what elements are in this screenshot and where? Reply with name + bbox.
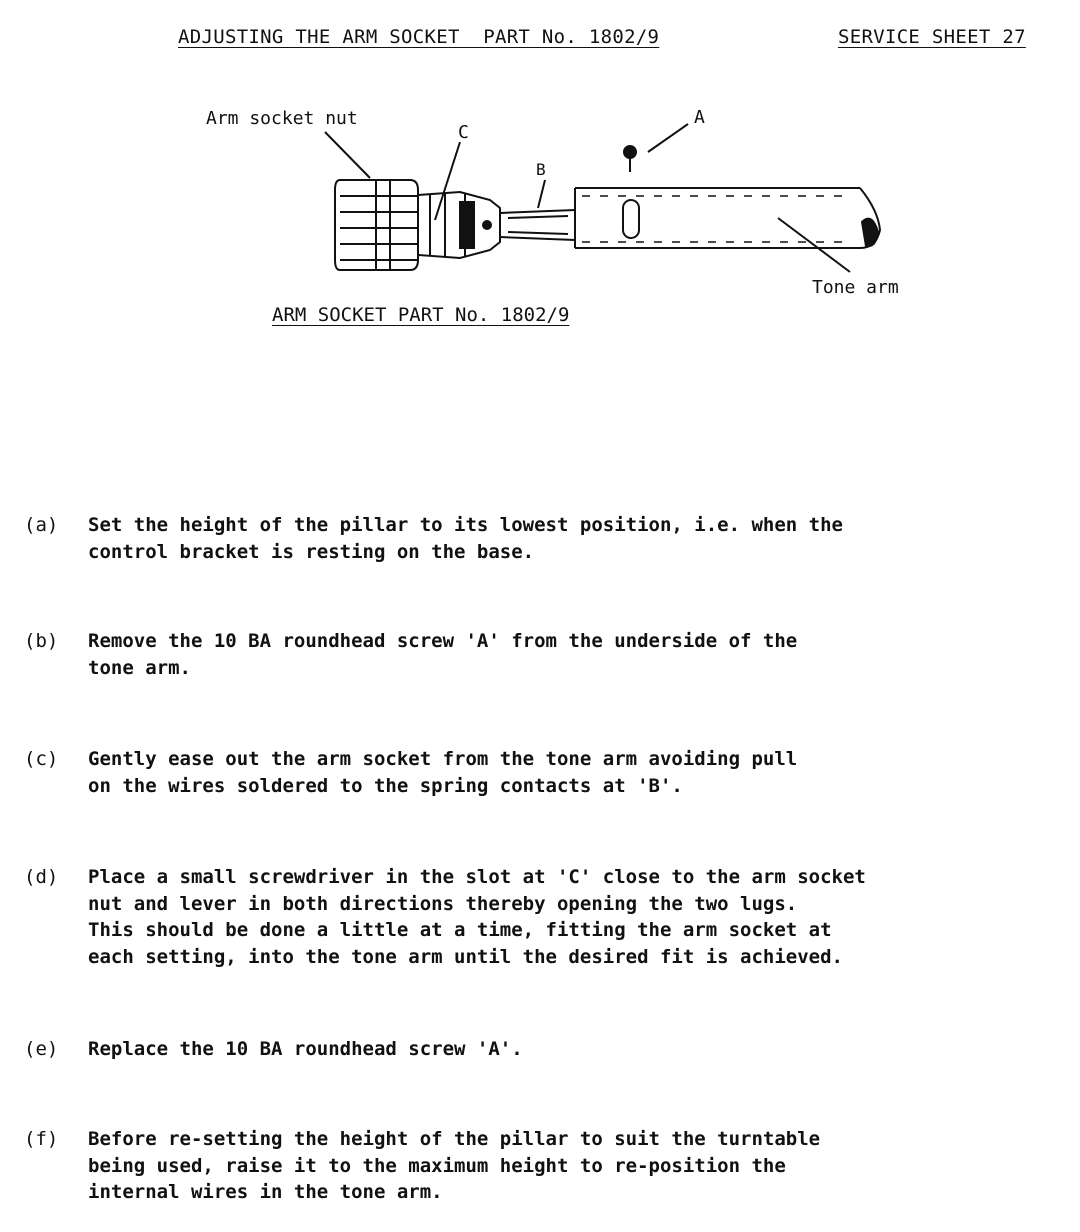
service-sheet-number: SERVICE SHEET 27 xyxy=(838,26,1026,48)
arm-socket-nut-label: Arm socket nut xyxy=(206,108,358,129)
diagram-caption: ARM SOCKET PART No. 1802/9 xyxy=(272,304,570,326)
step-text: Remove the 10 BA roundhead screw 'A' from the underside of the tone arm. xyxy=(88,630,798,679)
step-text: Place a small screwdriver in the slot at 'C' close to the arm socket nut and lever in both directions thereby opening the two lugs. This should be done a little at a time, fitting the arm socket at each setting, into the tone arm until the desired fit is achieved. xyxy=(88,866,866,968)
step-letter: (f) xyxy=(24,1128,59,1150)
step-letter: (b) xyxy=(24,630,59,652)
label-c: C xyxy=(458,122,469,143)
label-a: A xyxy=(694,107,705,128)
step-letter: (c) xyxy=(24,748,59,770)
step-text: Before re-setting the height of the pillar to suit the turntable being used, raise it to the maximum height to re-position the internal wires in the tone arm. xyxy=(88,1128,821,1203)
arm-socket-diagram xyxy=(190,100,950,340)
step-text: Replace the 10 BA roundhead screw 'A'. xyxy=(88,1038,523,1060)
step-text: Gently ease out the arm socket from the tone arm avoiding pull on the wires soldered to the spring contacts at 'B'. xyxy=(88,748,798,797)
step-letter: (a) xyxy=(24,514,59,536)
label-b: B xyxy=(536,160,546,179)
page-title: ADJUSTING THE ARM SOCKET PART No. 1802/9 xyxy=(178,26,660,48)
step-letter: (e) xyxy=(24,1038,59,1060)
tone-arm-label: Tone arm xyxy=(812,277,899,298)
step-letter: (d) xyxy=(24,866,59,888)
step-text: Set the height of the pillar to its lowest position, i.e. when the control bracket is resting on the base. xyxy=(88,514,843,563)
